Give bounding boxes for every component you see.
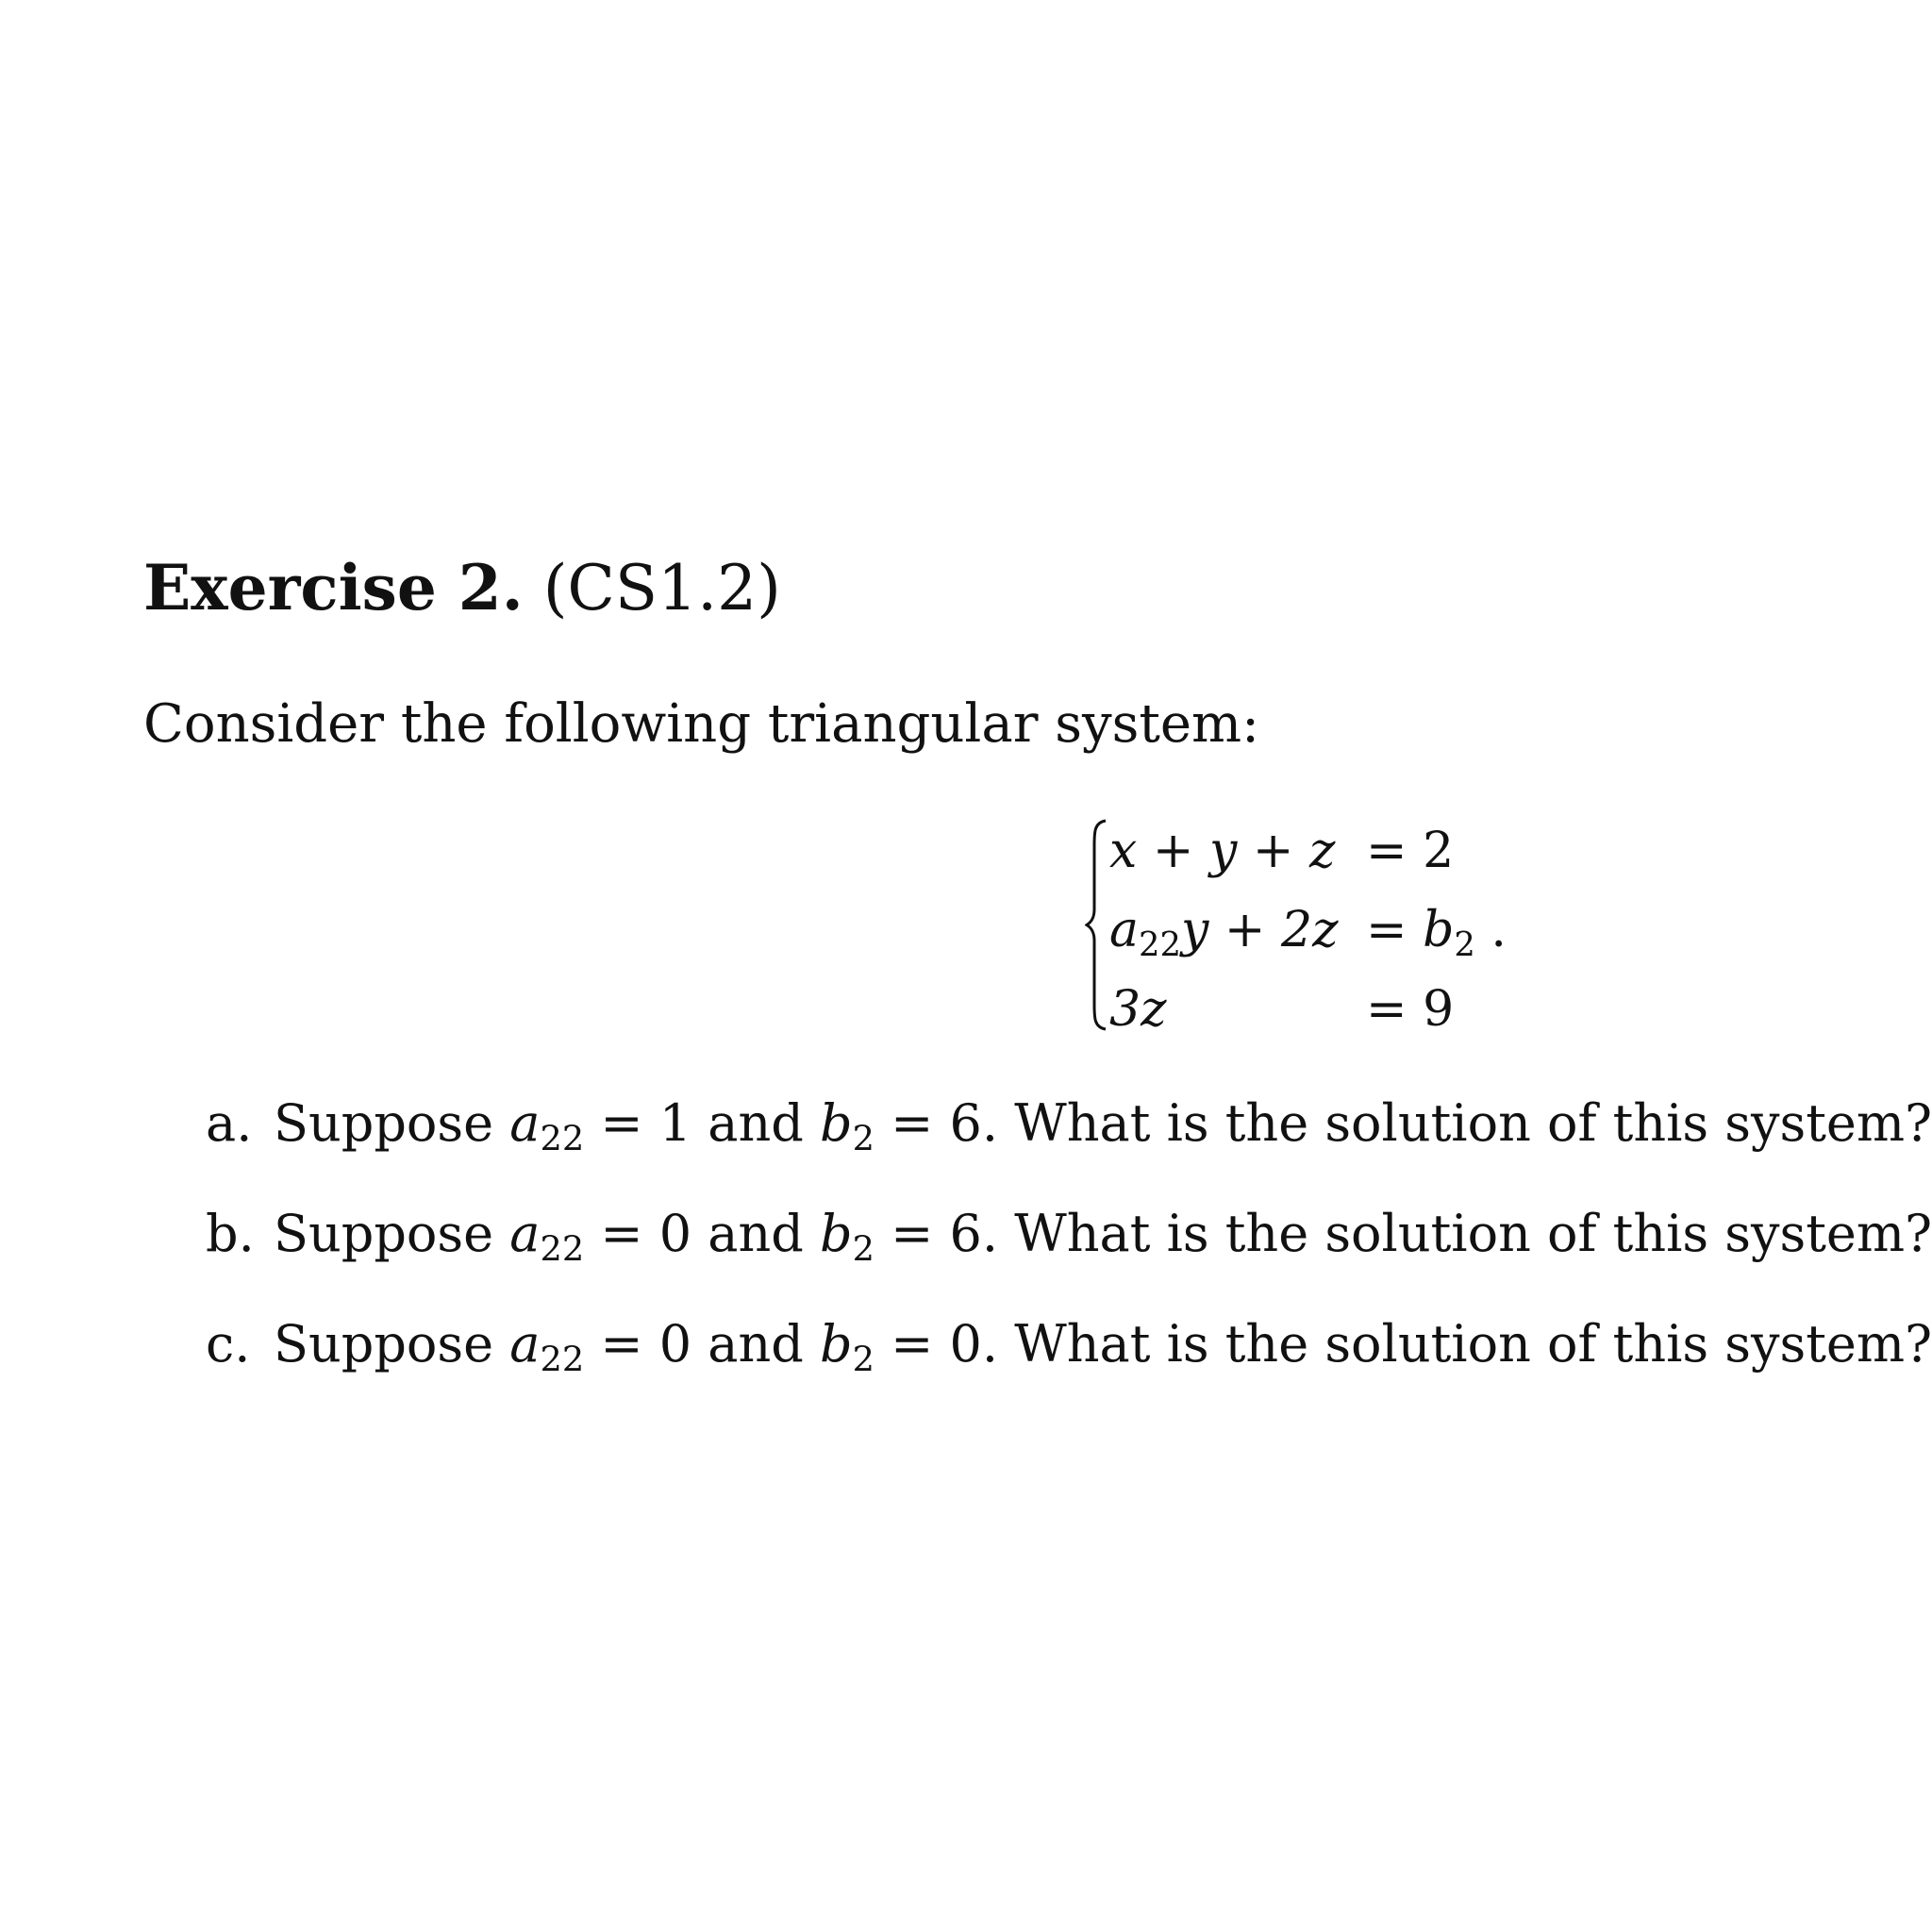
var-a: a: [509, 1204, 541, 1263]
var-a: a: [509, 1314, 541, 1374]
equation-1-lhs: x + y + z: [1109, 823, 1336, 879]
question-lead: Suppose: [274, 1204, 510, 1263]
exercise-tag: (CS1.2): [542, 552, 781, 625]
question-tail: = 6. What is the solution of this system?: [874, 1093, 1932, 1153]
equation-2-period: .: [1474, 902, 1507, 958]
equation-3-lhs: 3z: [1109, 981, 1167, 1038]
left-brace: [1085, 819, 1108, 1031]
question-tail: = 6. What is the solution of this system?: [874, 1204, 1932, 1263]
rhs-b: b: [1423, 902, 1455, 958]
question-lead: Suppose: [274, 1314, 510, 1374]
question-lead: Suppose: [274, 1093, 510, 1153]
equation-2-rhs: [1366, 902, 1507, 964]
question-mid: = 1 and: [584, 1093, 821, 1153]
equation-2-equals: =: [1366, 902, 1424, 958]
equation-3-rhs: = 9: [1366, 981, 1455, 1038]
equation-2-lhs-rest: y + 2z: [1181, 902, 1339, 958]
equation-2-lhs: [1109, 902, 1339, 964]
question-marker: c.: [206, 1314, 251, 1374]
var-b-subscript: 2: [852, 1228, 874, 1270]
intro-text: Consider the following triangular system:: [143, 693, 1260, 755]
var-a: a: [509, 1093, 541, 1153]
var-b: b: [820, 1314, 853, 1374]
exercise-heading: [143, 551, 781, 625]
question-b: [206, 1204, 1932, 1270]
var-a-subscript: 22: [540, 1228, 585, 1270]
var-b-subscript: 2: [852, 1118, 874, 1159]
question-marker: b.: [206, 1204, 255, 1263]
question-mid: = 0 and: [584, 1314, 821, 1374]
coef-a: a: [1109, 902, 1140, 958]
exercise-number: Exercise 2.: [143, 551, 524, 625]
var-b: b: [820, 1204, 853, 1263]
var-b: b: [820, 1093, 853, 1153]
var-a-subscript: 22: [540, 1118, 585, 1159]
var-a-subscript: 22: [540, 1339, 585, 1380]
coef-a-subscript: 22: [1139, 924, 1182, 964]
question-c: [206, 1314, 1932, 1380]
question-mid: = 0 and: [584, 1204, 821, 1263]
question-tail: = 0. What is the solution of this system?: [874, 1314, 1932, 1374]
question-marker: a.: [206, 1093, 253, 1153]
var-b-subscript: 2: [852, 1339, 874, 1380]
equation-1-rhs: = 2: [1366, 823, 1455, 879]
question-a: [206, 1093, 1932, 1159]
rhs-b-subscript: 2: [1454, 924, 1475, 964]
